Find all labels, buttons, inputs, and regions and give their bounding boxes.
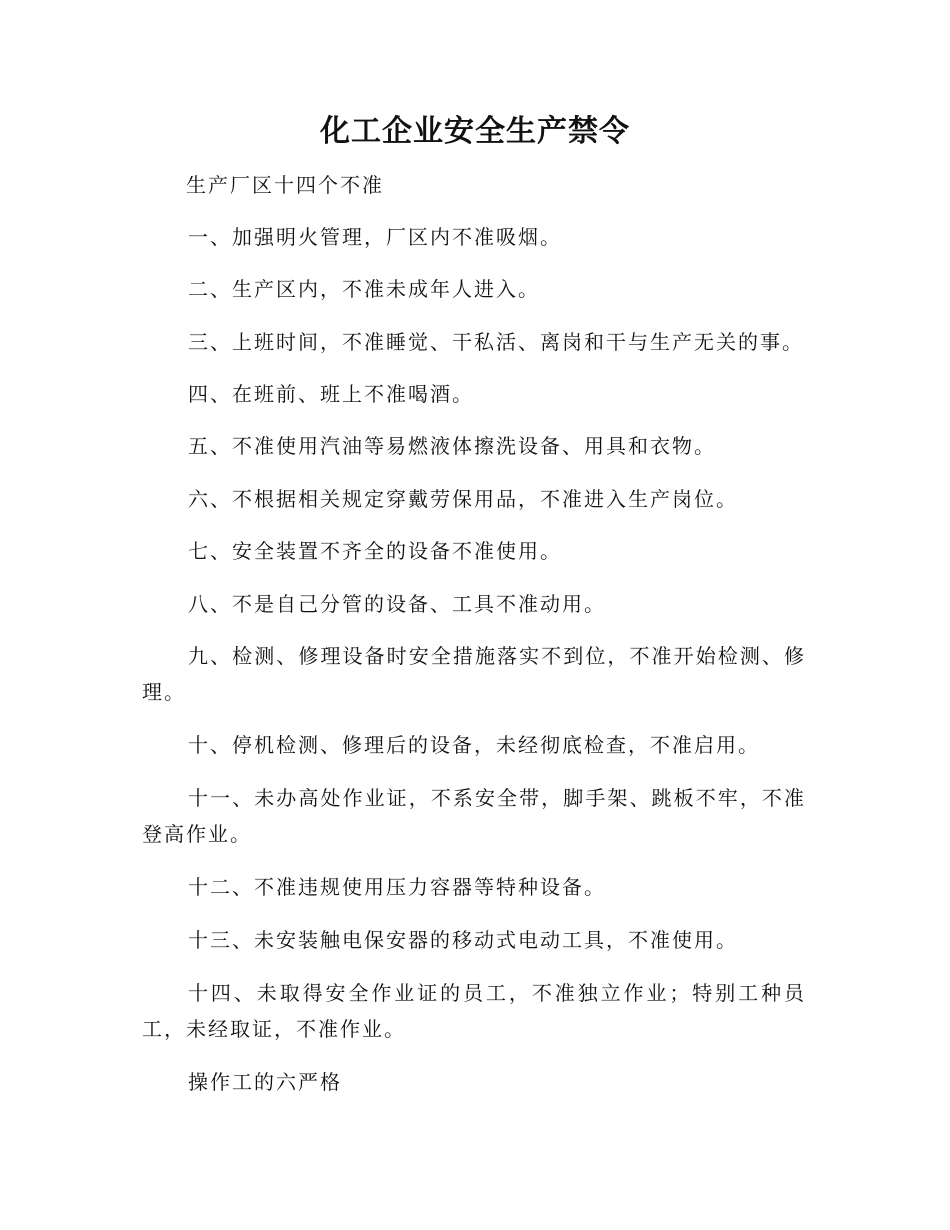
rule-item-10: 十、停机检测、修理后的设备，未经彻底检查，不准启用。: [188, 733, 760, 757]
rule-item-6: 六、不根据相关规定穿戴劳保用品，不准进入生产岗位。: [188, 487, 738, 511]
rule-item-2: 二、生产区内，不准未成年人进入。: [188, 277, 540, 301]
rule-item-12: 十二、不准违规使用压力容器等特种设备。: [188, 875, 606, 899]
rule-item-8: 八、不是自己分管的设备、工具不准动用。: [188, 592, 606, 616]
rule-item-3: 三、上班时间，不准睡觉、干私活、离岗和干与生产无关的事。: [188, 330, 804, 354]
section-heading-fourteen-prohibitions: 生产厂区十四个不准: [186, 173, 384, 197]
rule-item-1: 一、加强明火管理，厂区内不准吸烟。: [188, 225, 562, 249]
rule-item-11: 十一、未办高处作业证，不系安全带，脚手架、跳板不牢，不准登高作业。: [142, 786, 806, 846]
rule-item-14: 十四、未取得安全作业证的员工，不准独立作业；特别工种员工，未经取证，不准作业。: [142, 981, 806, 1041]
document-title: 化工企业安全生产禁令: [320, 114, 630, 149]
rule-item-7: 七、安全装置不齐全的设备不准使用。: [188, 539, 562, 563]
rule-item-9: 九、检测、修理设备时安全措施落实不到位，不准开始检测、修理。: [142, 644, 806, 704]
rule-item-13: 十三、未安装触电保安器的移动式电动工具，不准使用。: [188, 928, 738, 952]
rule-item-5: 五、不准使用汽油等易燃液体擦洗设备、用具和衣物。: [188, 434, 716, 458]
rule-item-4: 四、在班前、班上不准喝酒。: [188, 382, 474, 406]
section-heading-six-strict: 操作工的六严格: [188, 1070, 342, 1094]
